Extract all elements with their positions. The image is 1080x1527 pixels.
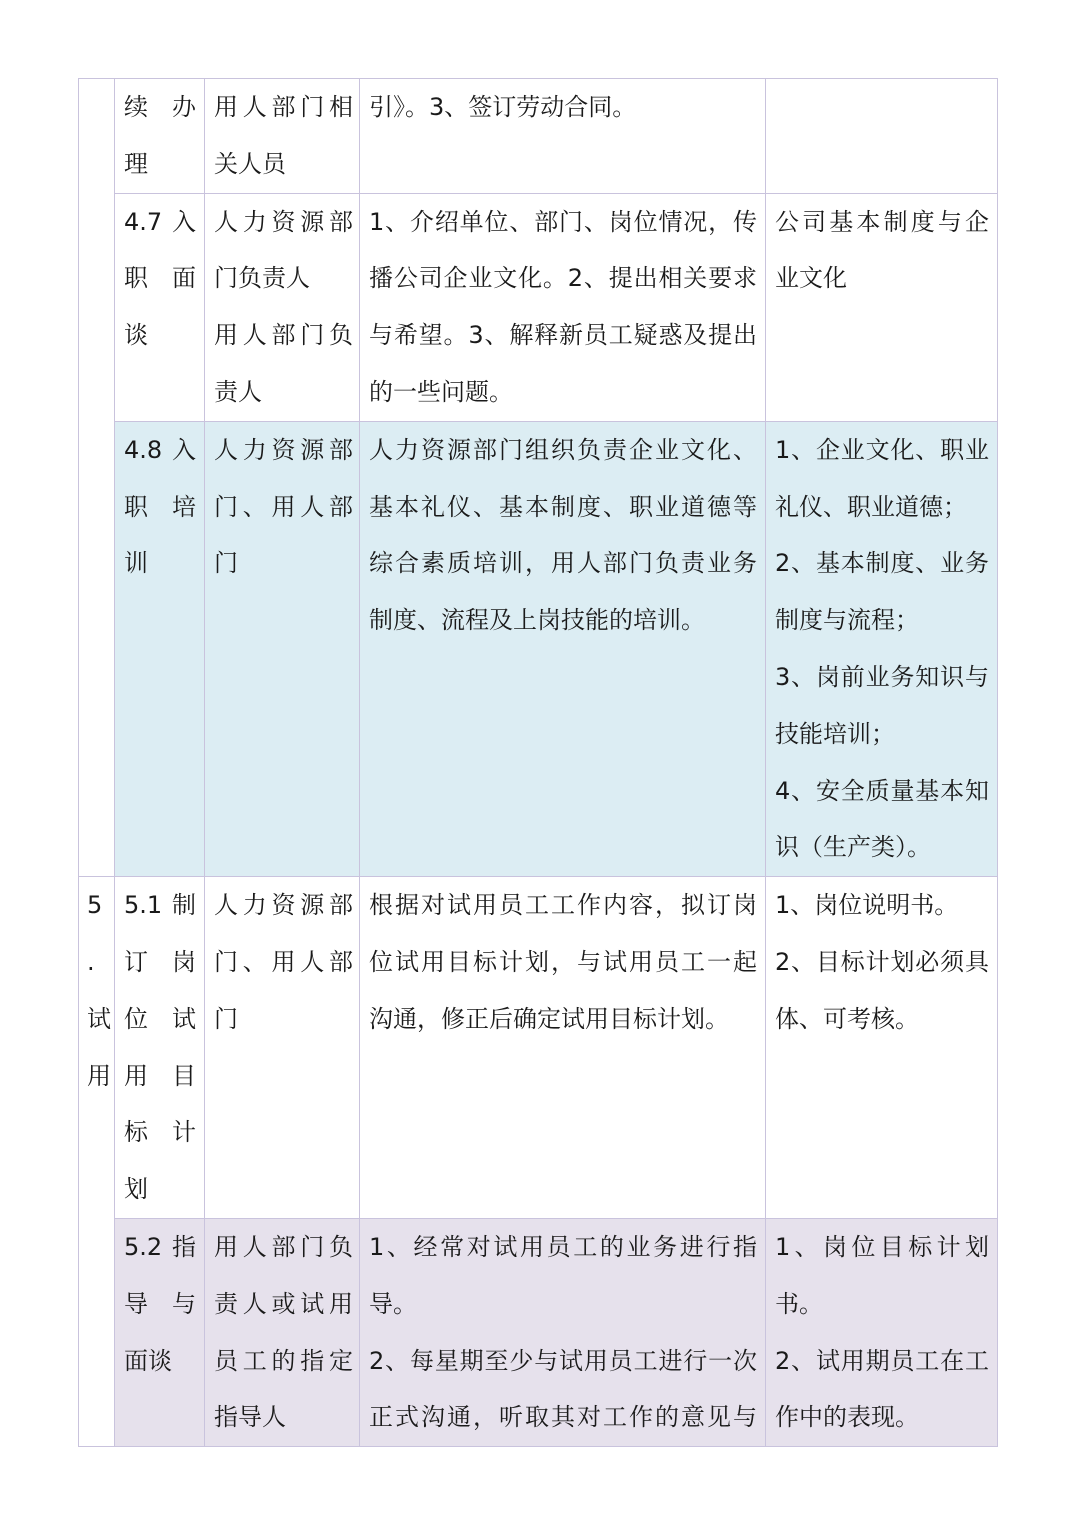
stage-text: 续 办 (124, 93, 196, 121)
note-text: 1、岗位说明书。 (775, 891, 959, 920)
phase-text: . (87, 947, 95, 976)
note-text: 1、岗位目标计划 (775, 1232, 989, 1261)
phase-cell (79, 79, 115, 877)
stage-text: 5.1 制 (124, 891, 196, 920)
note-text: 2、基本制度、业务 (775, 549, 989, 578)
owner-cell (205, 1218, 360, 1446)
note-cell (766, 421, 998, 876)
stage-text: 标 计 (124, 1118, 196, 1147)
content-text: 2、每星期至少与试用员工进行一次 (369, 1346, 757, 1375)
content-text: 1、介绍单位、部门、岗位情况，传 (369, 207, 757, 236)
owner-text: 用人部门相 (214, 93, 353, 121)
content-text: 播公司企业文化。2、提出相关要求 (369, 264, 757, 293)
table-row (79, 421, 998, 876)
note-text: 1、企业文化、职业 (775, 435, 989, 464)
owner-cell (205, 79, 360, 194)
note-text: 业文化 (775, 264, 847, 293)
content-cell (360, 421, 766, 876)
note-cell (766, 79, 998, 194)
phase-cell (79, 877, 115, 1447)
content-text: 沟通，修正后确定试用目标计划。 (369, 1004, 729, 1033)
content-cell (360, 193, 766, 421)
stage-text: 职 培 (124, 492, 196, 521)
note-text: 礼仪、职业道德； (775, 492, 967, 521)
owner-text: 员工的指定 (214, 1346, 353, 1375)
table-row (79, 877, 998, 1219)
stage-text: 职 面 (124, 264, 196, 293)
owner-cell (205, 877, 360, 1219)
note-text: 2、试用期员工在工 (775, 1346, 989, 1375)
content-cell (360, 877, 766, 1219)
note-cell (766, 1218, 998, 1446)
stage-text: 订 岗 (124, 947, 196, 976)
table-row (79, 1218, 998, 1446)
owner-text: 门、用人部 (214, 947, 353, 976)
content-text: 综合素质培训，用人部门负责业务 (369, 549, 757, 578)
content-text: 与希望。3、解释新员工疑惑及提出 (369, 321, 757, 350)
phase-text: 用 (87, 1061, 111, 1090)
stage-text: 位 试 (124, 1004, 196, 1033)
stage-text: 训 (124, 549, 148, 578)
phase-text: 5 (87, 891, 103, 920)
stage-text: 理 (124, 149, 148, 178)
owner-text: 门 (214, 1004, 238, 1033)
content-text: 基本礼仪、基本制度、职业道德等 (369, 492, 757, 521)
stage-cell (115, 1218, 205, 1446)
content-text: 的一些问题。 (369, 377, 513, 406)
stage-cell (115, 877, 205, 1219)
owner-text: 用人部门负 (214, 321, 353, 350)
content-cell (360, 79, 766, 194)
owner-cell (205, 421, 360, 876)
note-text: 4、安全质量基本知 (775, 776, 989, 805)
note-cell (766, 193, 998, 421)
owner-cell (205, 193, 360, 421)
note-text: 2、目标计划必须具 (775, 947, 989, 976)
stage-text: 5.2 指 (124, 1232, 196, 1261)
owner-text: 门、用人部 (214, 492, 353, 521)
owner-text: 责人或试用 (214, 1289, 353, 1318)
stage-cell (115, 79, 205, 194)
stage-text: 4.7 入 (124, 207, 196, 236)
process-table (78, 78, 998, 1447)
owner-text: 门负责人 (214, 264, 310, 293)
note-text: 制度与流程； (775, 606, 919, 635)
note-text: 作中的表现。 (775, 1403, 919, 1432)
content-text: 位试用目标计划，与试用员工一起 (369, 947, 757, 976)
table-row (79, 79, 998, 194)
owner-text: 责人 (214, 377, 262, 406)
content-cell (360, 1218, 766, 1446)
owner-text: 用人部门负 (214, 1232, 353, 1261)
note-text: 3、岗前业务知识与 (775, 662, 989, 691)
stage-text: 谈 (124, 321, 148, 350)
stage-cell (115, 421, 205, 876)
owner-text: 人力资源部 (214, 435, 353, 464)
content-text: 人力资源部门组织负责企业文化、 (369, 435, 757, 464)
content-text: 导。 (369, 1289, 417, 1318)
owner-text: 人力资源部 (214, 207, 353, 236)
stage-text: 用 目 (124, 1061, 196, 1090)
stage-text: 导 与 (124, 1289, 196, 1318)
content-text: 正式沟通，听取其对工作的意见与 (369, 1403, 757, 1432)
owner-text: 指导人 (214, 1403, 286, 1432)
note-text: 技能培训； (775, 719, 895, 748)
stage-text: 划 (124, 1175, 148, 1204)
note-text: 公司基本制度与企 (775, 207, 989, 236)
note-text: 书。 (775, 1289, 823, 1318)
content-text: 根据对试用员工工作内容，拟订岗 (369, 891, 757, 920)
stage-text: 4.8 入 (124, 435, 196, 464)
table-row (79, 193, 998, 421)
note-cell (766, 877, 998, 1219)
stage-cell (115, 193, 205, 421)
owner-text: 人力资源部 (214, 891, 353, 920)
phase-text: 试 (87, 1004, 111, 1033)
content-text: 引》。3、签订劳动合同。 (369, 93, 637, 121)
note-text: 体、可考核。 (775, 1004, 919, 1033)
owner-text: 关人员 (214, 149, 286, 178)
content-text: 1、经常对试用员工的业务进行指 (369, 1232, 757, 1261)
content-text: 制度、流程及上岗技能的培训。 (369, 606, 705, 635)
note-text: 识（生产类）。 (775, 833, 931, 862)
owner-text: 门 (214, 549, 238, 578)
stage-text: 面谈 (124, 1346, 172, 1375)
